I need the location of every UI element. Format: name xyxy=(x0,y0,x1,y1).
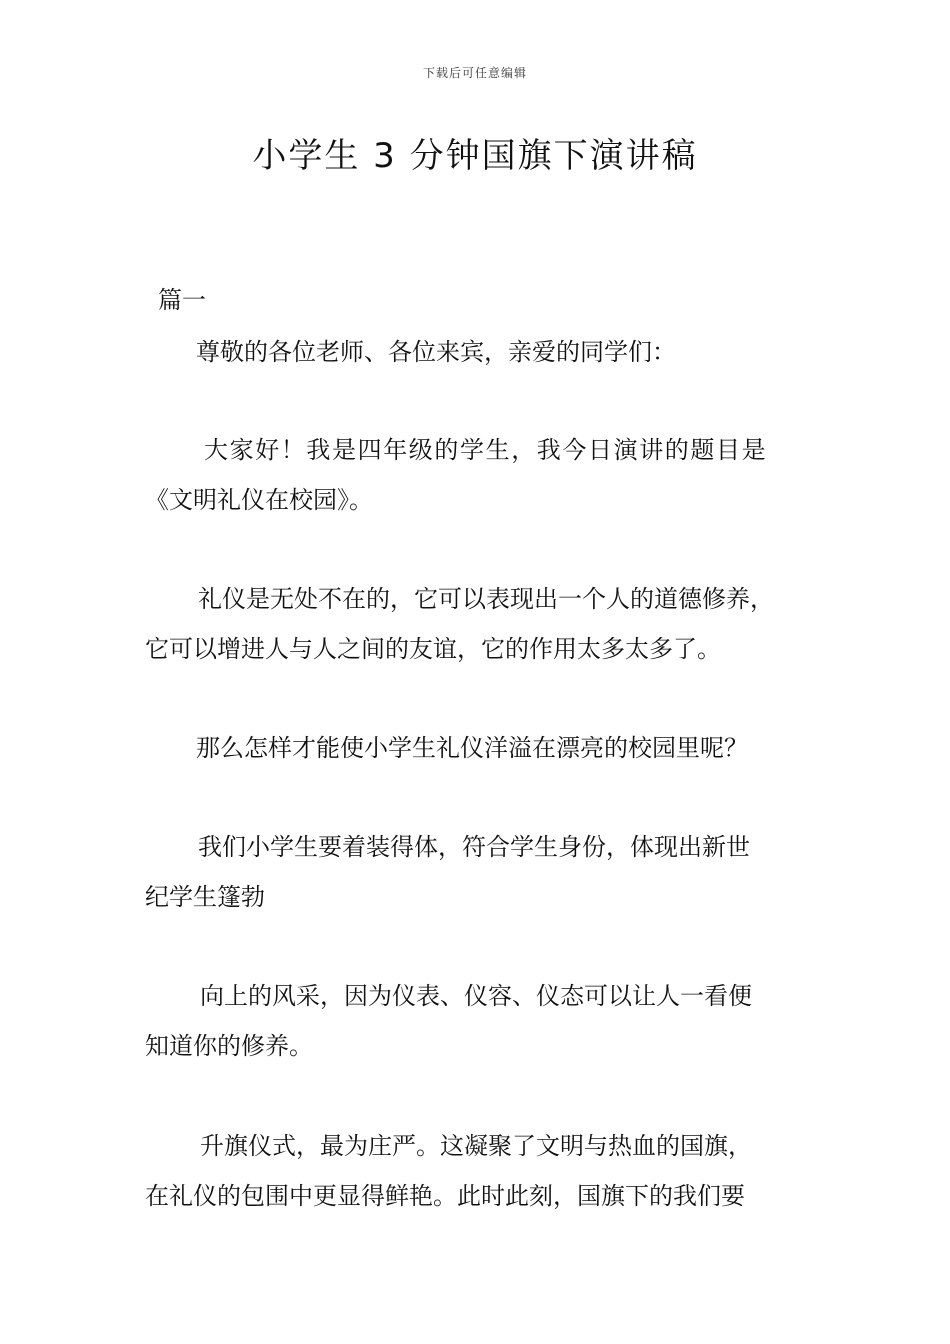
section-heading: 篇一 xyxy=(158,286,206,314)
paragraph-7-line-1: 升旗仪式，最为庄严。这凝聚了文明与热血的国旗， xyxy=(200,1132,752,1160)
paragraph-4-line-1: 那么怎样才能使小学生礼仪洋溢在漂亮的校园里呢？ xyxy=(196,734,748,762)
paragraph-2-line-1: 大家好！我是四年级的学生，我今日演讲的题目是 xyxy=(204,436,768,464)
paragraph-6-line-1: 向上的风采，因为仪表、仪容、仪态可以让人一看便 xyxy=(200,982,752,1010)
paragraph-2-line-2: 《文明礼仪在校园》。 xyxy=(145,486,373,514)
paragraph-1-line-1: 尊敬的各位老师、各位来宾，亲爱的同学们： xyxy=(196,338,676,366)
page-header-note: 下载后可任意编辑 xyxy=(422,66,527,80)
paragraph-6-line-2: 知道你的修养。 xyxy=(145,1032,313,1060)
paragraph-3-line-2: 它可以增进人与人之间的友谊，它的作用太多太多了。 xyxy=(145,635,721,663)
paragraph-3-line-1: 礼仪是无处不在的，它可以表现出一个人的道德修养， xyxy=(198,585,774,613)
document-title: 小学生 3 分钟国旗下演讲稿 xyxy=(252,136,698,176)
paragraph-7-line-2: 在礼仪的包围中更显得鲜艳。此时此刻，国旗下的我们要 xyxy=(145,1182,745,1210)
paragraph-5-line-1: 我们小学生要着装得体，符合学生身份，体现出新世 xyxy=(198,833,750,861)
paragraph-5-line-2: 纪学生篷勃 xyxy=(145,883,265,911)
